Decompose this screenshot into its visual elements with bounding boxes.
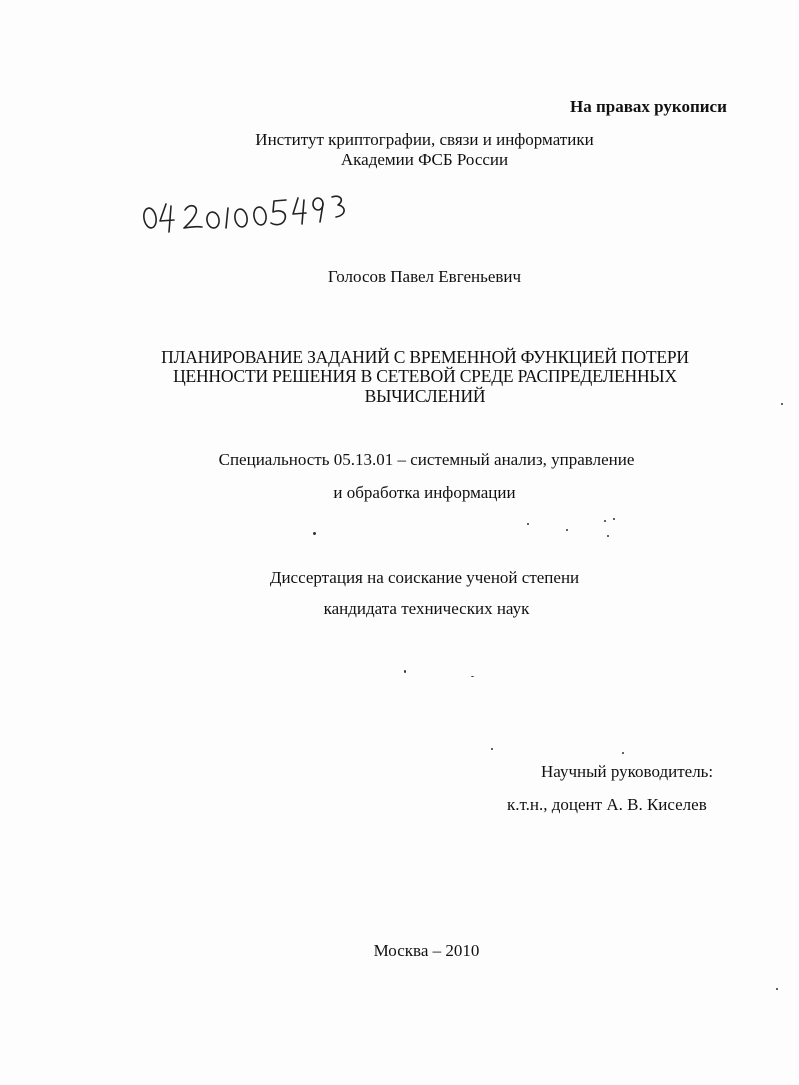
dissertation-line2: кандидата технических наук <box>323 599 530 618</box>
scan-speck <box>527 523 529 525</box>
scan-speck <box>471 676 474 677</box>
scan-speck <box>776 988 778 990</box>
thesis-title-line2: ЦЕННОСТИ РЕШЕНИЯ В СЕТЕВОЙ СРЕДЕ РАСПРЕДЕЛЕННЫХ <box>173 366 677 386</box>
scan-speck <box>607 535 609 537</box>
author-name: Голосов Павел Евгеньевич <box>327 267 522 286</box>
scan-speck <box>491 748 493 750</box>
speciality-line1: Специальность 05.13.01 – системный анализ, управление <box>218 450 635 469</box>
scan-speck <box>604 520 606 522</box>
rights-note: На правах рукописи <box>570 97 727 116</box>
dissertation-line1: Диссертация на соискание ученой степени <box>269 568 580 587</box>
institute-name-line1: Институт криптографии, связи и информатики <box>255 130 594 149</box>
institute-name-line2: Академии ФСБ России <box>340 150 509 169</box>
scan-speck <box>622 752 624 754</box>
supervisor-label: Научный руководитель: <box>541 762 714 781</box>
scan-speck <box>404 670 406 673</box>
supervisor-name: к.т.н., доцент А. В. Киселев <box>507 795 707 814</box>
thesis-title-line3: ВЫЧИСЛЕНИЙ <box>364 386 486 406</box>
scan-speck <box>613 518 615 520</box>
scan-speck <box>313 532 316 535</box>
handwritten-inventory-number <box>140 188 350 238</box>
scan-speck <box>566 529 568 531</box>
city-year: Москва – 2010 <box>373 941 480 960</box>
thesis-title-line1: ПЛАНИРОВАНИЕ ЗАДАНИЙ С ВРЕМЕННОЙ ФУНКЦИЕЙ ПОТЕРИ <box>161 347 689 367</box>
scan-speck <box>781 403 783 405</box>
speciality-line2: и обработка информации <box>333 483 516 502</box>
